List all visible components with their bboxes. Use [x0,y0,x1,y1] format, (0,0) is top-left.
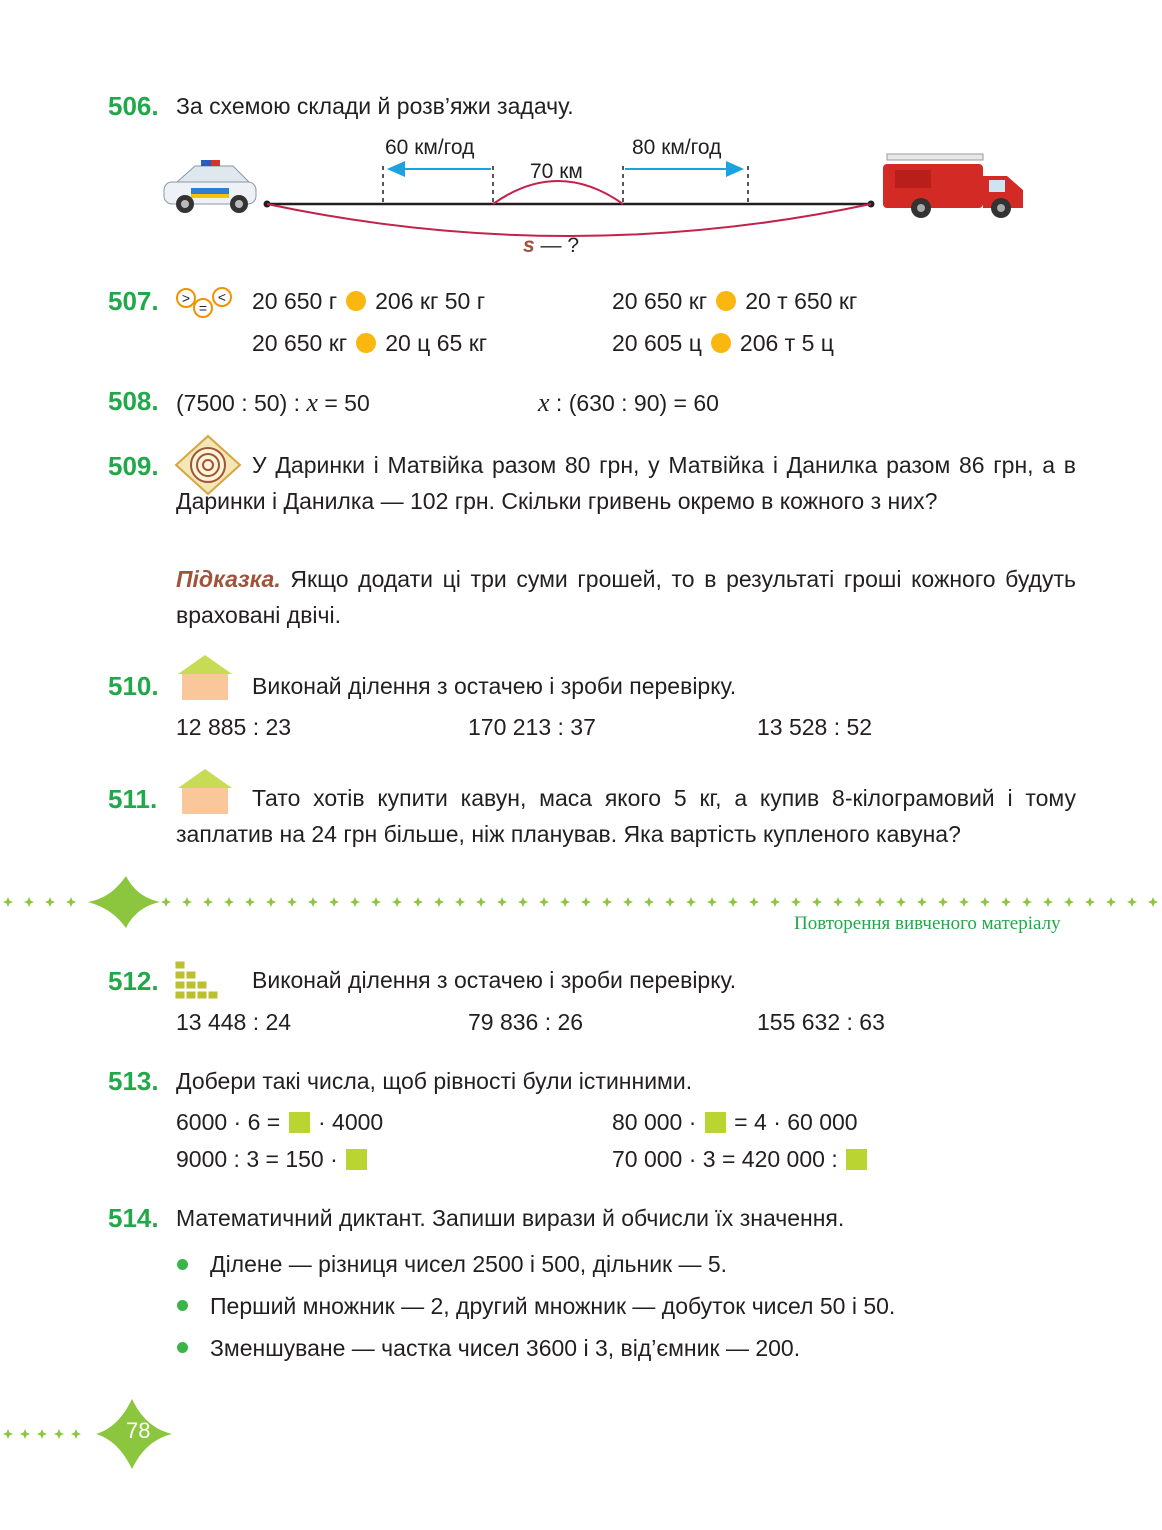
star-ornament-icon [623,897,633,907]
eq-part: 9000 : 3 = 150 · [176,1146,345,1172]
compare-slot[interactable] [346,291,366,311]
star-ornament-icon [1064,897,1074,907]
star-ornament-icon [329,897,339,907]
task-number-509: 509. [108,451,159,481]
missing-number-box[interactable] [705,1112,726,1133]
star-ornament-icon [497,897,507,907]
star-ornament-icon [287,897,297,907]
task-509-text: У Даринки і Матвійка разом 80 грн, у Матвійка і Данилка разом 86 грн, а в Даринки і Данилка — 102 грн. Скільки гривень окремо в кожного з них? [176,452,1076,514]
star-ornament-icon [854,897,864,907]
difficulty-blocks-icon [175,961,223,1003]
star-ornament-icon [875,897,885,907]
task-number-508: 508. [108,386,159,416]
bullet-icon [177,1259,188,1270]
star-ornament-icon [728,897,738,907]
star-ornament-icon [812,897,822,907]
star-ornament-icon [1148,897,1158,907]
leaf-star-icon [88,876,160,928]
star-ornament-icon [350,897,360,907]
star-ornament-icon [182,897,192,907]
task-number-506: 506. [108,91,159,121]
s-variable: s [523,234,535,257]
x-variable: x [306,388,318,417]
task-511-text: Тато хотів купити кавун, маса якого 5 кг, а купив 8-кілограмовий і тому заплатив на 24 грн більше, ніж планував. Яка вартість купленого кавуна? [176,785,1076,847]
value-right: 20 ц 65 кг [385,330,488,356]
compare-slot[interactable] [356,333,376,353]
star-ornament-icon [980,897,990,907]
star-ornament-icon [1001,897,1011,907]
speed-label-right: 80 км/год [632,136,722,159]
star-ornament-icon [1127,897,1137,907]
gap-distance-label: 70 км [530,160,583,183]
task-514-text: Математичний диктант. Запиши вирази й обчисли їх значення. [176,1205,845,1231]
task-510-text: Виконай ділення з остачею і зроби перевірку. [252,673,737,699]
task-number-513: 513. [108,1066,159,1096]
equality-a2 [612,1109,858,1136]
star-ornament-icon [161,897,171,907]
eq-part: · 4000 [311,1109,384,1135]
value-left: 20 605 ц [612,330,702,356]
task-number-511: 511. [108,784,158,814]
bullet-icon [177,1300,188,1311]
star-ornament-icon [434,897,444,907]
task-number-510: 510. [108,671,159,701]
s-question: — ? [534,234,580,257]
star-ornament-icon [560,897,570,907]
star-ornament-icon [686,897,696,907]
section-footer: Повторення вивченого матеріалу [794,913,1061,934]
list-item: Зменшуване — частка чисел 3600 і 3, від’ємник — 200. [210,1335,801,1361]
star-ornament-icon [308,897,318,907]
task-512-expr-3: 155 632 : 63 [757,1009,885,1035]
star-ornament-icon [959,897,969,907]
star-ornament-icon [371,897,381,907]
star-ornament-icon [3,897,13,907]
police-car-icon [164,160,256,213]
bullet-icon [177,1342,188,1353]
task-512-expr-2: 79 836 : 26 [468,1009,584,1035]
star-ornament-icon [455,897,465,907]
compare-row2-b [612,330,834,357]
star-ornament-icon [791,897,801,907]
motion-scheme-diagram [155,140,1035,265]
compare-slot[interactable] [711,333,731,353]
task-512-text: Виконай ділення з остачею і зроби перевірку. [252,967,737,993]
value-left: 20 650 г [252,288,338,314]
star-ornament-icon [66,897,76,907]
fire-truck-icon [883,154,1023,218]
page-number: 78 [126,1418,151,1443]
unknown-distance-label [523,234,579,258]
star-ornament-icon [476,897,486,907]
star-ornament-icon [203,897,213,907]
equality-b2 [612,1146,869,1173]
star-ornament-icon [896,897,906,907]
task-506-text: За схемою склади й розв’яжи задачу. [176,93,574,119]
list-item: Ділене — різниця чисел 2500 і 500, дільник — 5. [210,1251,728,1277]
compare-slot[interactable] [716,291,736,311]
star-ornament-icon [539,897,549,907]
star-ornament-icon [20,1429,30,1439]
hint-label: Підказка. [176,566,281,592]
svg-text:>: > [181,290,191,306]
task-number-512: 512. [108,966,159,996]
page-number-badge [0,1395,200,1470]
star-ornament-icon [749,897,759,907]
svg-text:<: < [217,289,227,305]
svg-text:=: = [198,300,208,316]
star-ornament-icon [602,897,612,907]
star-ornament-icon [392,897,402,907]
missing-number-box[interactable] [346,1149,367,1170]
x-variable: x [538,388,550,417]
star-ornament-icon [37,1429,47,1439]
eq-part: (7500 : 50) : [176,390,307,416]
missing-number-box[interactable] [846,1149,867,1170]
star-ornament-icon [644,897,654,907]
list-item: Перший множник — 2, другий множник — добуток чисел 50 і 50. [210,1293,896,1319]
star-ornament-icon [665,897,675,907]
star-ornament-icon [3,1429,13,1439]
task-510-expr-1: 12 885 : 23 [176,714,292,740]
task-512-expr-1: 13 448 : 24 [176,1009,292,1035]
star-ornament-icon [707,897,717,907]
task-509-hint [176,561,1076,633]
value-right: 206 кг 50 г [375,288,486,314]
compare-row1-b [612,288,857,315]
value-right: 20 т 650 кг [745,288,858,314]
task-number-514: 514. [108,1203,159,1233]
star-ornament-icon [1022,897,1032,907]
value-left: 20 650 кг [252,330,348,356]
hint-text: Якщо додати ці три суми грошей, то в результаті гроші кожного будуть враховані двічі. [176,566,1076,628]
star-ornament-icon [413,897,423,907]
eq-part: = 50 [317,390,370,416]
compare-row1-a [252,288,485,315]
equation-2 [538,388,719,418]
eq-part: : (630 : 90) = 60 [549,390,719,416]
star-ornament-icon [518,897,528,907]
eq-part: 80 000 · [612,1109,703,1135]
eq-part: 70 000 · 3 = 420 000 : [612,1146,845,1172]
equality-a1 [176,1109,383,1136]
value-left: 20 650 кг [612,288,708,314]
equation-1 [176,388,370,418]
eq-part: = 4 · 60 000 [727,1109,858,1135]
task-number-507: 507. [108,286,159,316]
homework-house-icon [176,652,234,700]
compare-row2-a [252,330,487,357]
star-ornament-icon [45,897,55,907]
equality-b1 [176,1146,369,1173]
star-ornament-icon [917,897,927,907]
value-right: 206 т 5 ц [739,330,834,356]
compare-signs-icon [174,286,238,324]
task-510-expr-3: 13 528 : 52 [757,714,873,740]
star-ornament-icon [71,1429,81,1439]
eq-part: 6000 · 6 = [176,1109,287,1135]
star-ornament-icon [54,1429,64,1439]
star-ornament-icon [770,897,780,907]
star-ornament-icon [1043,897,1053,907]
star-ornament-icon [1106,897,1116,907]
star-ornament-icon [224,897,234,907]
star-ornament-icon [1085,897,1095,907]
task-510-expr-2: 170 213 : 37 [468,714,596,740]
star-ornament-icon [938,897,948,907]
star-ornament-icon [833,897,843,907]
speed-label-left: 60 км/год [385,136,475,159]
missing-number-box[interactable] [289,1112,310,1133]
task-513-text: Добери такі числа, щоб рівності були істинними. [176,1068,693,1094]
star-ornament-icon [266,897,276,907]
star-ornament-icon [24,897,34,907]
star-ornament-icon [581,897,591,907]
star-ornament-icon [245,897,255,907]
